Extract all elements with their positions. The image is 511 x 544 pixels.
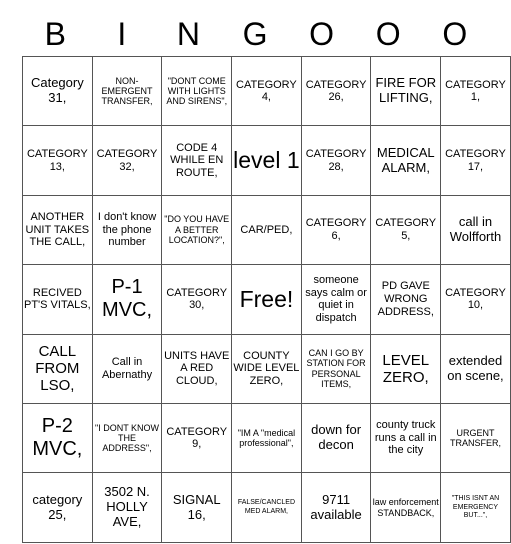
board-row [23, 265, 511, 334]
bingo-cell[interactable]: ANOTHER UNIT TAKES THE CALL, [23, 195, 93, 264]
bingo-cell[interactable]: "I DONT KNOW THE ADDRESS", [92, 403, 162, 472]
bingo-header [22, 14, 488, 54]
bingo-cell[interactable]: P-1 MVC, [92, 265, 162, 334]
bingo-cell[interactable]: CATEGORY 9, [162, 403, 232, 472]
bingo-cell[interactable]: call in Wolfforth [441, 195, 511, 264]
bingo-cell[interactable]: CATEGORY 4, [232, 57, 302, 126]
bingo-cell[interactable]: SIGNAL 16, [162, 473, 232, 542]
bingo-cell[interactable]: UNITS HAVE A RED CLOUD, [162, 334, 232, 403]
bingo-cell[interactable]: CATEGORY 28, [301, 126, 371, 195]
bingo-cell[interactable]: MEDICAL ALARM, [371, 126, 441, 195]
header-letter-n: N [176, 16, 200, 52]
bingo-cell[interactable]: CATEGORY 10, [441, 265, 511, 334]
header-letter-o1: O [309, 16, 335, 52]
bingo-cell[interactable]: CATEGORY 32, [92, 126, 162, 195]
board-row [23, 473, 511, 542]
bingo-cell[interactable]: CAR/PED, [232, 195, 302, 264]
header-letter-o3: O [442, 16, 468, 52]
bingo-cell[interactable]: FIRE FOR LIFTING, [371, 57, 441, 126]
bingo-cell[interactable]: COUNTY WIDE LEVEL ZERO, [232, 334, 302, 403]
header-letter-o2: O [375, 16, 401, 52]
bingo-cell[interactable]: CATEGORY 30, [162, 265, 232, 334]
bingo-cell[interactable]: CATEGORY 17, [441, 126, 511, 195]
bingo-cell[interactable]: extended on scene, [441, 334, 511, 403]
board-row [23, 403, 511, 472]
bingo-cell[interactable]: 3502 N. HOLLY AVE, [92, 473, 162, 542]
board-row [23, 57, 511, 126]
bingo-cell[interactable]: category 25, [23, 473, 93, 542]
bingo-cell[interactable]: CATEGORY 1, [441, 57, 511, 126]
bingo-cell[interactable]: NON-EMERGENT TRANSFER, [92, 57, 162, 126]
bingo-cell[interactable]: CATEGORY 5, [371, 195, 441, 264]
bingo-cell[interactable]: I don't know the phone number [92, 195, 162, 264]
header-letter-g: G [242, 16, 268, 52]
bingo-cell[interactable]: "THIS ISNT AN EMERGENCY BUT...", [441, 473, 511, 542]
board-row [23, 195, 511, 264]
bingo-cell[interactable]: CALL FROM LSO, [23, 334, 93, 403]
bingo-cell[interactable]: Category 31, [23, 57, 93, 126]
bingo-cell[interactable]: "IM A "medical professional", [232, 403, 302, 472]
bingo-cell[interactable]: 9711 available [301, 473, 371, 542]
bingo-cell[interactable]: FALSE/CANCLED MED ALARM, [232, 473, 302, 542]
header-letter-b: B [44, 16, 66, 52]
bingo-cell[interactable]: someone says calm or quiet in dispatch [301, 265, 371, 334]
bingo-cell[interactable]: CATEGORY 26, [301, 57, 371, 126]
bingo-cell[interactable]: CODE 4 WHILE EN ROUTE, [162, 126, 232, 195]
bingo-cell[interactable]: level 1 [232, 126, 302, 195]
bingo-cell-free[interactable]: Free! [232, 265, 302, 334]
header-letter-i: I [117, 16, 127, 52]
bingo-cell[interactable]: "DO YOU HAVE A BETTER LOCATION?", [162, 195, 232, 264]
bingo-cell[interactable]: CATEGORY 6, [301, 195, 371, 264]
bingo-cell[interactable]: down for decon [301, 403, 371, 472]
bingo-cell[interactable]: CATEGORY 13, [23, 126, 93, 195]
bingo-cell[interactable]: law enforcement STANDBACK, [371, 473, 441, 542]
bingo-cell[interactable]: "DONT COME WITH LIGHTS AND SIRENS", [162, 57, 232, 126]
bingo-cell[interactable]: RECIVED PT'S VITALS, [23, 265, 93, 334]
bingo-cell[interactable]: Call in Abernathy [92, 334, 162, 403]
board-row [23, 334, 511, 403]
bingo-cell[interactable]: P-2 MVC, [23, 403, 93, 472]
bingo-cell[interactable]: LEVEL ZERO, [371, 334, 441, 403]
bingo-cell[interactable]: PD GAVE WRONG ADDRESS, [371, 265, 441, 334]
bingo-cell[interactable]: URGENT TRANSFER, [441, 403, 511, 472]
bingo-board [22, 56, 511, 543]
bingo-cell[interactable]: county truck runs a call in the city [371, 403, 441, 472]
board-row [23, 126, 511, 195]
bingo-cell[interactable]: CAN I GO BY STATION FOR PERSONAL ITEMS, [301, 334, 371, 403]
